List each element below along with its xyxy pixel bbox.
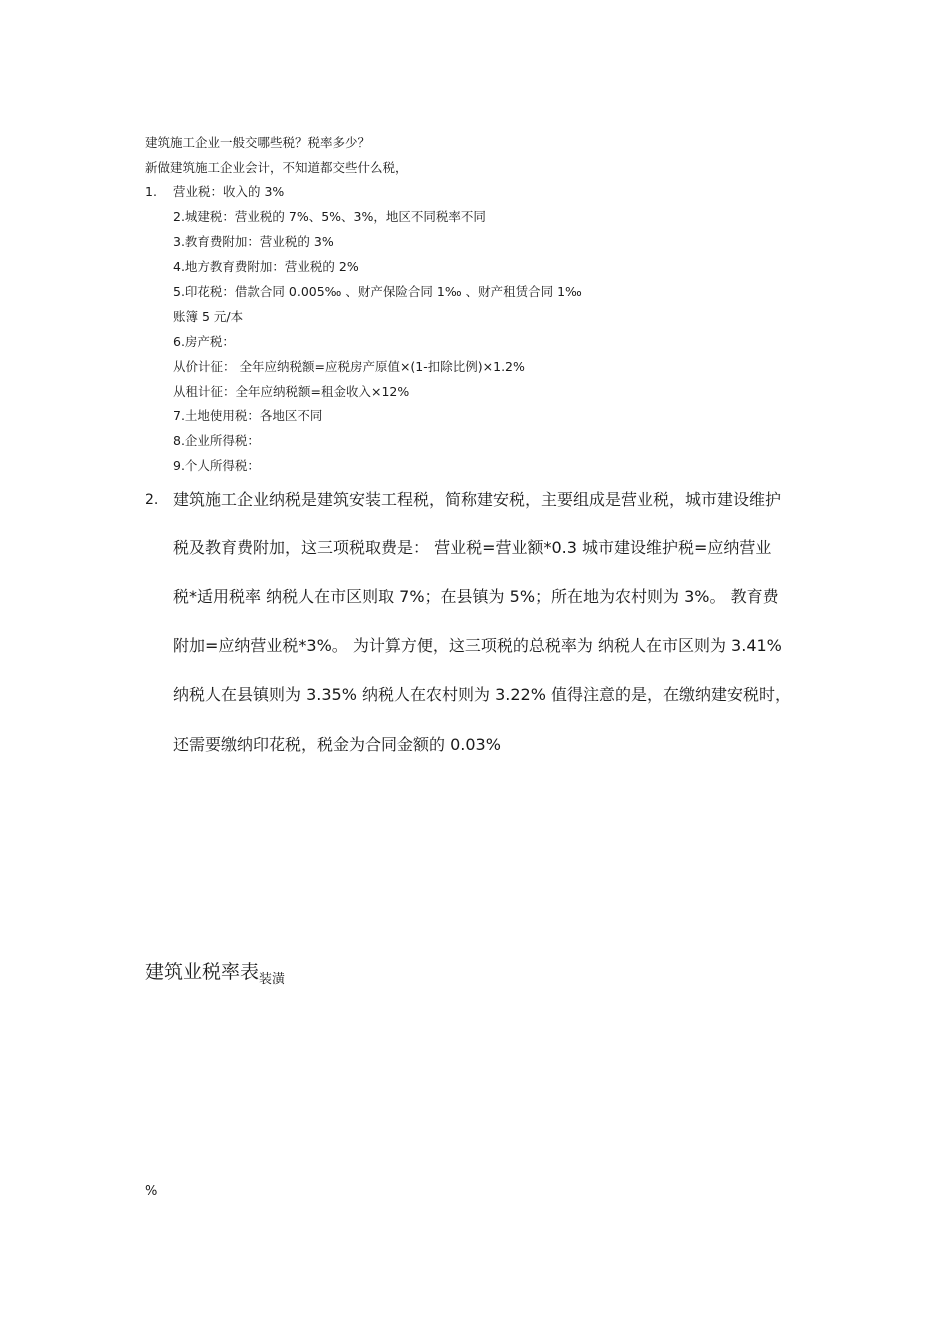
list1-item-education-surcharge: 3.教育费附加：营业税的 3% (173, 234, 334, 249)
list2-line: 纳税人在县镇则为 3.35% 纳税人在农村则为 3.22% 值得注意的是，在缴纳建安税时， (173, 685, 792, 704)
list1-item-ad-valorem: 从价计征： 全年应纳税额=应税房产原值×(1-扣除比例)×1.2% (173, 359, 525, 374)
list1-item-personal-income-tax: 9.个人所得税： (173, 458, 260, 473)
list1-item-city-tax: 2.城建税：营业税的 7%、5%、3%，地区不同税率不同 (173, 209, 486, 224)
tax-rate-table-title-suffix: 装潢 (259, 972, 286, 987)
list1-item-business-tax: 营业税：收入的 3% (173, 184, 285, 199)
doc-intro: 新做建筑施工企业会计，不知道都交些什么税， (145, 160, 408, 175)
doc-title: 建筑施工企业一般交哪些税？税率多少？ (145, 135, 371, 150)
list1-item-stamp-tax: 5.印花税：借款合同 0.005‰ 、财产保险合同 1‰ 、财产租赁合同 1‰ (173, 284, 582, 299)
list2-line: 附加=应纳营业税*3%。 为计算方便，这三项税的总税率为 纳税人在市区则为 3.41% (173, 636, 782, 655)
tax-rate-table-title-text: 建筑业税率表 (145, 961, 260, 983)
list2-line: 税*适用税率 纳税人在市区则取 7%；在县镇为 5%；所在地为农村则为 3%。 教育费 (173, 587, 779, 606)
list2-line: 税及教育费附加，这三项税取费是： 营业税=营业额*0.3 城市建设维护税=应纳营业 (173, 538, 772, 557)
list1-item-rent-based: 从租计征：全年应纳税额=租金收入×12% (173, 384, 410, 399)
list1-item-property-tax: 6.房产税： (173, 334, 235, 349)
list2-number: 2. (145, 492, 159, 508)
list1-item-land-use-tax: 7.土地使用税：各地区不同 (173, 408, 323, 423)
list2-line: 还需要缴纳印花税，税金为合同金额的 0.03% (173, 735, 501, 754)
list1-item-ledger-stamp: 账簿 5 元/本 (173, 309, 244, 324)
percent-mark: % (145, 1184, 158, 1199)
list2-line: 建筑施工企业纳税是建筑安装工程税，简称建安税，主要组成是营业税，城市建设维护 (173, 490, 782, 509)
list1-item-local-education-surcharge: 4.地方教育费附加：营业税的 2% (173, 259, 359, 274)
list1-item-corporate-income-tax: 8.企业所得税： (173, 433, 260, 448)
list1-number: 1. (145, 184, 157, 199)
tax-rate-table-title (145, 958, 285, 994)
